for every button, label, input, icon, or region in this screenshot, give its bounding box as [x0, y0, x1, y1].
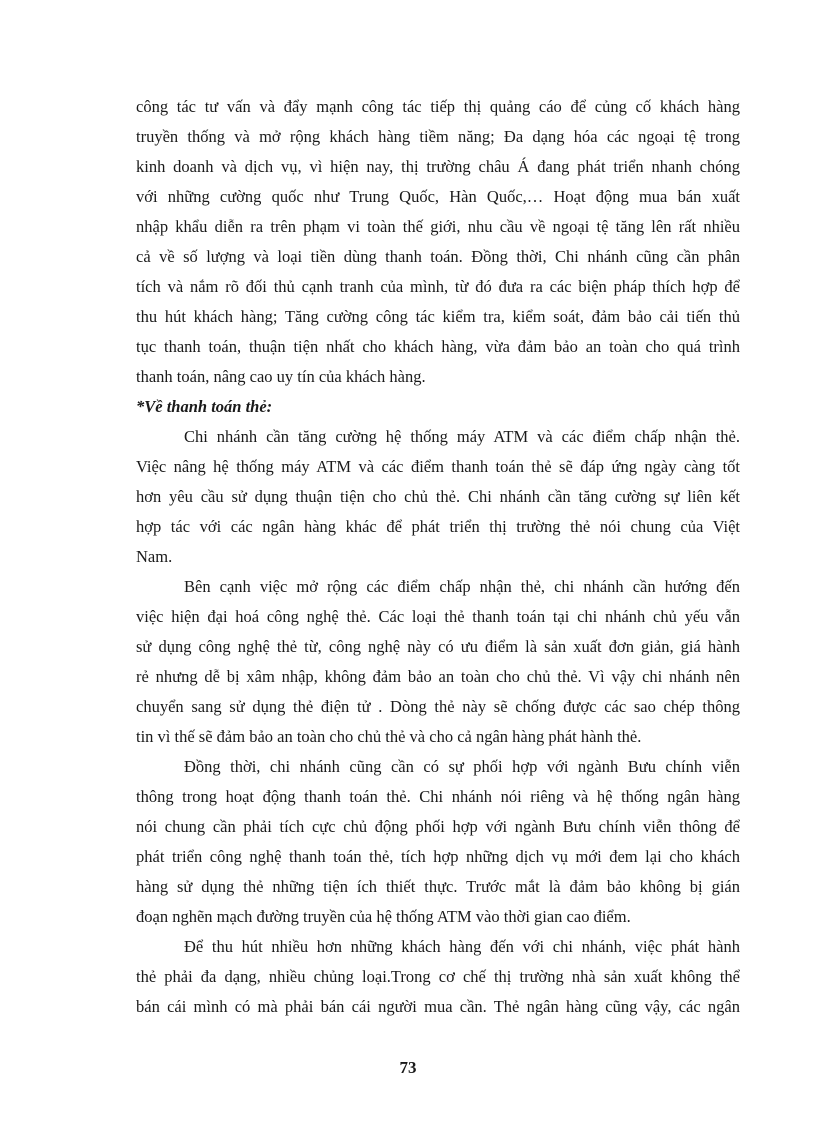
paragraph-card-diversity: [136, 932, 740, 1022]
text-line: thanh toán, nâng cao uy tín của khách hàng.: [136, 367, 426, 386]
paragraph-postal-cooperation: [136, 752, 740, 932]
text-line: Bên cạnh việc mở rộng các điểm chấp nhận thẻ, chi nhánh cần hướng đến: [184, 577, 740, 596]
body-text: [136, 92, 740, 1022]
text-line: việc hiện đại hoá công nghệ thẻ. Các loại thẻ thanh toán tại chi nhánh chủ yếu vẫn: [136, 607, 740, 626]
text-line: công tác tư vấn và đẩy mạnh công tác tiếp thị quảng cáo để củng cố khách hàng: [136, 97, 740, 116]
text-line: rẻ nhưng dễ bị xâm nhập, không đảm bảo an toàn cho chủ thẻ. Vì vậy chi nhánh nên: [136, 667, 740, 686]
text-line: hàng sử dụng thẻ những tiện ích thiết thực. Trước mắt là đảm bảo không bị gián: [136, 877, 740, 896]
text-line: chuyển sang sử dụng thẻ điện tử . Dòng thẻ này sẽ chống được các sao chép thông: [136, 697, 740, 716]
text-line: nói chung cần phải tích cực chủ động phối hợp với ngành Bưu chính viễn thông để: [136, 817, 740, 836]
text-line: cả về số lượng và loại tiền dùng thanh toán. Đồng thời, Chi nhánh cũng cần phân: [136, 247, 740, 266]
paragraph-customer-development: [136, 92, 740, 392]
text-line: thẻ phải đa dạng, nhiều chủng loại.Trong cơ chế thị trường nhà sản xuất không thể: [136, 967, 740, 986]
text-line: phát triển công nghệ thanh toán thẻ, tích hợp những dịch vụ mới đem lại cho khách: [136, 847, 740, 866]
text-line: Việc nâng hệ thống máy ATM và các điểm thanh toán thẻ sẽ đáp ứng ngày càng tốt: [136, 457, 740, 476]
section-heading: *Về thanh toán thẻ:: [136, 397, 273, 416]
text-line: bán cái mình có mà phải bán cái người mua cần. Thẻ ngân hàng cũng vậy, các ngân: [136, 997, 740, 1016]
text-line: kinh doanh và dịch vụ, vì hiện nay, thị trường châu Á đang phát triển nhanh chóng: [136, 157, 740, 176]
text-line: với những cường quốc như Trung Quốc, Hàn Quốc,… Hoạt động mua bán xuất: [136, 187, 740, 206]
text-line: sử dụng công nghệ thẻ từ, công nghệ này có ưu điểm là sản xuất đơn giản, giá hành: [136, 637, 740, 656]
text-line: tục thanh toán, thuận tiện nhất cho khách hàng, vừa đảm bảo an toàn cho quá trình: [136, 337, 740, 356]
text-line: truyền thống và mở rộng khách hàng tiềm năng; Đa dạng hóa các ngoại tệ trong: [136, 127, 740, 146]
text-line: Nam.: [136, 547, 173, 566]
text-line: đoạn nghẽn mạch đường truyền của hệ thống ATM vào thời gian cao điểm.: [136, 907, 631, 926]
paragraph-atm-network: [136, 422, 740, 572]
text-line: hợp tác với các ngân hàng khác để phát triển thị trường thẻ nói chung của Việt: [136, 517, 740, 536]
text-line: nhập khẩu diễn ra trên phạm vi toàn thế giới, nhu cầu về ngoại tệ tăng lên rất nhiều: [136, 217, 740, 236]
paragraph-card-technology: [136, 572, 740, 752]
text-line: thông trong hoạt động thanh toán thẻ. Chi nhánh nói riêng và hệ thống ngân hàng: [136, 787, 740, 806]
text-line: Để thu hút nhiều hơn những khách hàng đến với chi nhánh, việc phát hành: [184, 937, 740, 956]
page-number: 73: [399, 1058, 417, 1077]
text-line: tin vì thế sẽ đảm bảo an toàn cho chủ thẻ và cho cả ngân hàng phát hành thẻ.: [136, 727, 642, 746]
text-line: thu hút khách hàng; Tăng cường công tác kiểm tra, kiểm soát, đảm bảo cải tiến thủ: [136, 307, 740, 326]
text-line: hơn yêu cầu sử dụng thuận tiện cho chủ thẻ. Chi nhánh cần tăng cường sự liên kết: [136, 487, 740, 506]
text-line: Đồng thời, chi nhánh cũng cần có sự phối hợp với ngành Bưu chính viễn: [184, 757, 740, 776]
text-line: Chi nhánh cần tăng cường hệ thống máy ATM và các điểm chấp nhận thẻ.: [184, 427, 740, 446]
text-line: tích và nắm rõ đối thủ cạnh tranh của mình, từ đó đưa ra các biện pháp thích hợp để: [136, 277, 740, 296]
